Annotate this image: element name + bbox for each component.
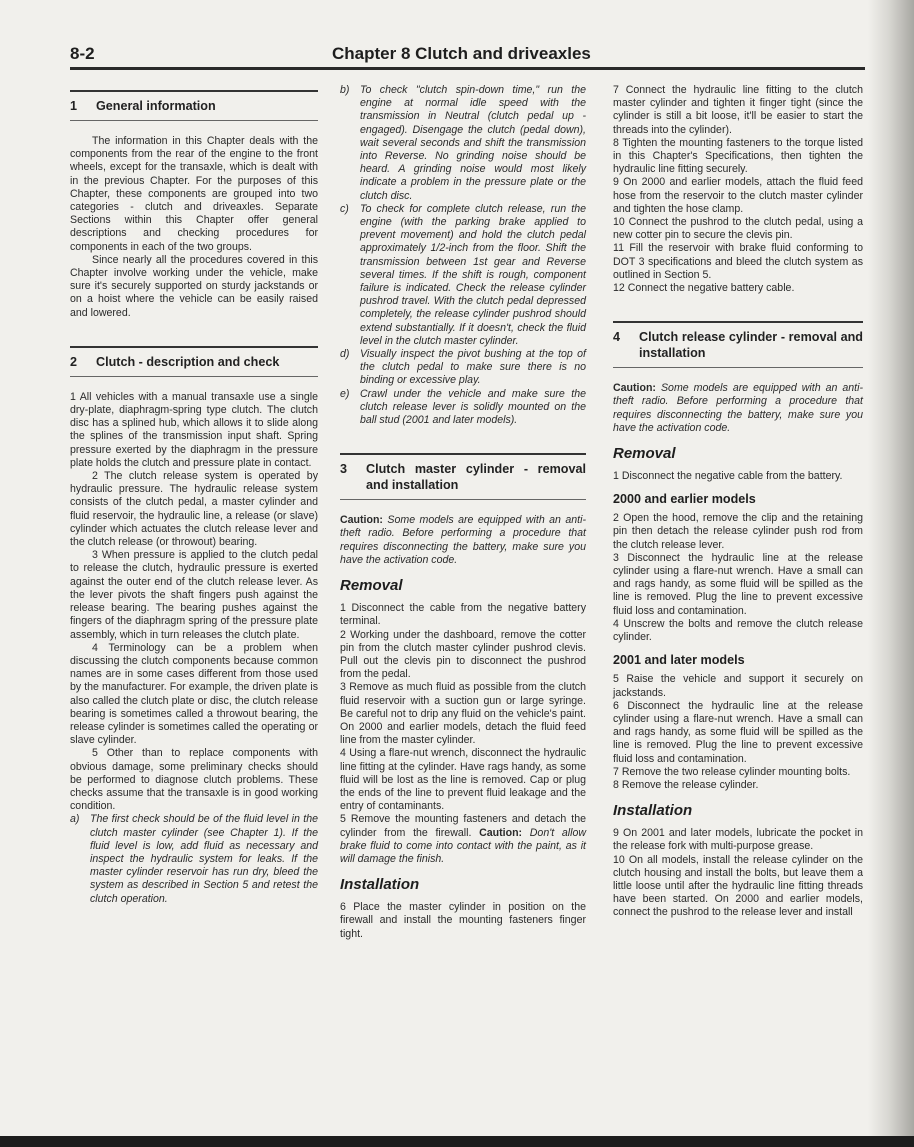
list-letter: c) <box>340 202 349 215</box>
step-paragraph: 6 Place the master cylinder in position on the firewall and install the mounting fasteners finger tight. <box>340 901 586 940</box>
step-paragraph: 2 Working under the dashboard, remove the cotter pin from the clutch master cylinder pushrod clevis. Pull out the clevis pin to disconnect the pushrod from the pedal. <box>340 628 586 681</box>
section-number: 3 <box>340 462 348 477</box>
step-paragraph: 10 Connect the pushrod to the clutch pedal, using a new cotter pin to secure the clevis pin. <box>613 216 863 242</box>
step-paragraph: 10 On all models, install the release cylinder on the clutch housing and install the bolts, but leave them a little loose until after the hydraulic line fitting threads have been started. On 2000 and earlier models, connect the pushrod to the release lever and install <box>613 853 863 919</box>
section-heading-3 <box>340 453 586 500</box>
caution-label: Caution: <box>613 382 656 395</box>
subheading-installation: Installation <box>340 876 420 894</box>
step-paragraph: 8 Tighten the mounting fasteners to the torque listed in this Chapter's Specifications, then tighten the hydraulic line fitting securely. <box>613 136 863 176</box>
list-item <box>340 84 586 203</box>
list-letter: a) <box>70 813 80 826</box>
list-text: To check "clutch spin-down time," run the engine at normal idle speed with the transmission in Neutral (clutch pedal up - engaged). Disengage the clutch (pedal down), wait several seconds and shift the transmission into Reverse. No grinding noise should be heard. A grinding noise would most likely indicate a problem in the pressure plate or the clutch disc. <box>360 84 586 202</box>
step-paragraph: 7 Connect the hydraulic line fitting to the clutch master cylinder and tighten it finger tight (since the cylinder is still a bit loose, it'll be easier to start the threads into the cylinder). <box>613 84 863 136</box>
list-text: To check for complete clutch release, run the engine (with the parking brake applied to prevent movement) and hold the clutch pedal approximately 1/2-inch from the floor. Shift the transmission between 1st gear and Reverse several times. If the shift is rough, component failure is indicated. Check the release cylinder pushrod travel. With the clutch pedal depressed completely, the release cylinder pushrod should extend substantially. If it doesn't, check the fluid level in the clutch master cylinder. <box>360 202 586 347</box>
step-paragraph: 7 Remove the two release cylinder mounting bolts. <box>613 765 851 778</box>
list-letter: d) <box>340 348 350 361</box>
section-heading-1 <box>70 90 318 121</box>
caution-note <box>613 382 863 435</box>
section-number: 2 <box>70 354 78 369</box>
step-paragraph <box>340 813 586 866</box>
list-item <box>340 348 586 388</box>
column-left <box>70 84 318 906</box>
step-paragraph: 4 Using a flare-nut wrench, disconnect the hydraulic line fitting at the cylinder. Have rags handy, as some fluid will be lost as the line is removed. Cap or plug the ends of the line to prevent fluid leakage and the entry of contaminants. <box>340 747 586 813</box>
caution-text: Don't allow brake fluid to come into contact with the paint, as it will damage the finish. <box>340 826 587 865</box>
section-title: Clutch - description and check <box>96 354 280 369</box>
chapter-title: Chapter 8 Clutch and driveaxles <box>332 44 591 63</box>
caution-note <box>340 514 586 567</box>
step-text: 5 Remove the mounting fasteners and detach the cylinder from the firewall. <box>340 813 586 839</box>
section-title: Clutch release cylinder - removal and installation <box>639 330 863 361</box>
list-letter: b) <box>340 84 350 96</box>
subheading-2000-models: 2000 and earlier models <box>613 492 756 507</box>
list-item <box>340 388 586 428</box>
step-paragraph: 4 Unscrew the bolts and remove the clutch release cylinder. <box>613 617 863 644</box>
paragraph: The information in this Chapter deals with the components from the rear of the engine to the front wheels, except for the transaxle, which is dealt with in the previous Chapter. For the purposes of this Chapter, these components are grouped into two categories - clutch and driveaxles. Separate Sections within this Chapter offer general descriptions and checking procedures for components in each of the two groups. <box>70 135 318 253</box>
subheading-installation: Installation <box>613 802 693 820</box>
caution-label: Caution: <box>340 514 383 527</box>
section-heading-4 <box>613 321 863 368</box>
list-item <box>340 203 586 348</box>
section-heading-2 <box>70 346 318 377</box>
list-text: Visually inspect the pivot bushing at the top of the clutch pedal to make sure there is no binding or excessive play. <box>360 348 586 387</box>
column-right <box>613 84 863 920</box>
step-paragraph: 12 Connect the negative battery cable. <box>613 282 795 295</box>
step-paragraph: 11 Fill the reservoir with brake fluid conforming to DOT 3 specifications and bleed the clutch system as outlined in Section 5. <box>613 242 863 281</box>
page-edge-shadow <box>868 0 914 1147</box>
caution-text: Some models are equipped with an anti-theft radio. Before performing a procedure that requires disconnecting the battery, make sure you have the activation code. <box>613 382 863 434</box>
step-paragraph: 2 Open the hood, remove the clip and the retaining pin then detach the release cylinder push rod from the clutch release lever. <box>613 512 863 551</box>
subheading-removal: Removal <box>613 445 676 463</box>
section-title: Clutch master cylinder - removal and installation <box>366 462 586 493</box>
step-paragraph: 5 Other than to replace components with obvious damage, some preliminary checks should be performed to diagnose clutch problems. These checks assume that the transaxle is in good working condition. <box>70 747 318 813</box>
column-middle <box>340 84 586 941</box>
caution-label: Caution: <box>479 826 523 839</box>
step-paragraph: 9 On 2000 and earlier models, attach the fluid feed hose from the reservoir to the clutch master cylinder and tighten the hose clamp. <box>613 176 863 215</box>
step-paragraph: 3 Disconnect the hydraulic line at the release cylinder using a flare-nut wrench. Have a small can and rags handy, as some fluid will be spilled as the line is removed. Plug the line to prevent excessive fluid loss and contamination. <box>613 551 863 617</box>
step-paragraph: 1 All vehicles with a manual transaxle use a single dry-plate, diaphragm-spring type clutch. The clutch disc has a splined hub, which allows it to slide along the splines of the transmission input shaft. Spring pressure exerted by the diaphragm in the pressure plate holds the clutch and pressure plate in contact. <box>70 390 318 469</box>
step-paragraph: 8 Remove the release cylinder. <box>613 778 759 791</box>
section-number: 1 <box>70 99 78 113</box>
step-paragraph: 9 On 2001 and later models, lubricate the pocket in the release fork with multi-purpose grease. <box>613 827 863 853</box>
list-text: Crawl under the vehicle and make sure the clutch release lever is solidly mounted on the ball stud (2001 and later models). <box>360 387 586 427</box>
list-letter: e) <box>340 387 350 400</box>
step-paragraph: 1 Disconnect the cable from the negative battery terminal. <box>340 602 586 628</box>
subheading-removal: Removal <box>340 577 403 595</box>
step-paragraph: 2 The clutch release system is operated by hydraulic pressure. The hydraulic release system consists of the clutch pedal, a master cylinder and fluid reservoir, the hydraulic line, a release (or slave) cylinder which actuates the clutch release lever and the clutch release (or throwout) bearing. <box>70 470 318 549</box>
paragraph: Since nearly all the procedures covered in this Chapter involve working under the vehicle, make sure it's securely supported on sturdy jackstands or on a hoist where the vehicle can be easily raised and lowered. <box>70 253 318 319</box>
subheading-2001-models: 2001 and later models <box>613 653 745 668</box>
page-number: 8-2 <box>70 44 95 63</box>
step-paragraph: 3 Remove as much fluid as possible from the clutch fluid reservoir with a suction gun or large syringe. Be careful not to drip any fluid on the vehicle's paint. On 2000 and earlier models, detach the fluid feed line from the master cylinder. <box>340 681 586 747</box>
step-paragraph: 4 Terminology can be a problem when discussing the clutch components because common names are in some cases different from those used by the manufacturer. For example, the driven plate is also called the clutch plate or disc, the clutch release bearing is sometimes called a throwout bearing, the release cylinder is sometimes called the operating or slave cylinder. <box>70 641 318 747</box>
page-bottom-border <box>0 1136 914 1147</box>
list-item <box>70 813 318 905</box>
step-paragraph: 1 Disconnect the negative cable from the battery. <box>613 470 843 483</box>
header-rule <box>70 67 865 70</box>
caution-text: Some models are equipped with an anti-theft radio. Before performing a procedure that requires disconnecting the battery, make sure you have the activation code. <box>340 514 586 566</box>
list-text: The first check should be of the fluid level in the clutch master cylinder (see Chapter 1). If the fluid level is low, add fluid as necessary and inspect the hydraulic system for leaks. If the master cylinder reservoir has run dry, bleed the system as described in Section 5 and retest the clutch operation. <box>90 813 318 905</box>
step-paragraph: 5 Raise the vehicle and support it securely on jackstands. <box>613 673 863 699</box>
step-paragraph: 3 When pressure is applied to the clutch pedal to release the clutch, hydraulic pressure is exerted against the outer end of the clutch release lever. As the lever pivots the shaft fingers push against the release bearing. The bearing pushes against the fingers of the diaphragm spring of the pressure plate assembly, which in turn releases the clutch plate. <box>70 549 318 641</box>
step-paragraph: 6 Disconnect the hydraulic line at the release cylinder using a flare-nut wrench. Have a small can and rags handy, as some fluid will be spilled as the line is removed. Plug the line to prevent excessive fluid loss and contamination. <box>613 699 863 765</box>
section-number: 4 <box>613 330 621 345</box>
section-title: General information <box>96 99 216 113</box>
